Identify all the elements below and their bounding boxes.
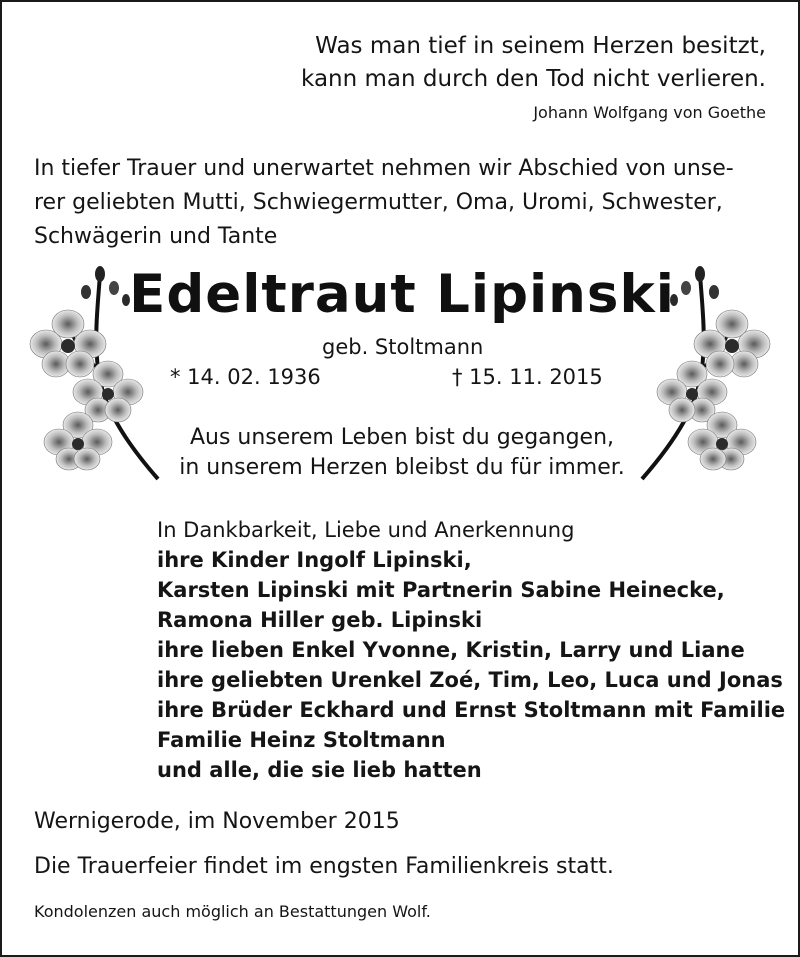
- intro-text: [34, 152, 734, 254]
- birth-date: * 14. 02. 1936: [170, 365, 321, 389]
- mourner-line-2: Karsten Lipinski mit Partnerin Sabine Heinecke,: [157, 578, 725, 602]
- funeral-notice: Die Trauerfeier findet im engsten Familienkreis statt.: [34, 854, 614, 879]
- deceased-name: Edeltraut Lipinski: [129, 264, 675, 325]
- verse-line-2: in unserem Herzen bleibst du für immer.: [179, 455, 625, 480]
- mourner-line-1: ihre Kinder Ingolf Lipinski,: [157, 548, 472, 572]
- memorial-verse: [2, 423, 800, 483]
- intro-line-3: Schwägerin und Tante: [34, 224, 278, 249]
- death-date: † 15. 11. 2015: [452, 365, 603, 389]
- condolences-note: Kondolenzen auch möglich an Bestattungen Wolf.: [34, 902, 431, 921]
- verse-line-1: Aus unserem Leben bist du gegangen,: [189, 425, 615, 450]
- mourner-line-8: und alle, die sie lieb hatten: [157, 758, 482, 782]
- quote-author: Johann Wolfgang von Goethe: [533, 103, 766, 122]
- mourner-line-4: ihre lieben Enkel Yvonne, Kristin, Larry und Liane: [157, 638, 745, 662]
- quote-line-2: kann man durch den Tod nicht verlieren.: [301, 66, 766, 92]
- quote-line-1: Was man tief in seinem Herzen besitzt,: [315, 33, 766, 59]
- mourner-line-6: ihre Brüder Eckhard und Ernst Stoltmann mit Familie: [157, 698, 786, 722]
- mourner-line-3: Ramona Hiller geb. Lipinski: [157, 608, 483, 632]
- intro-line-2: rer geliebten Mutti, Schwiegermutter, Oma, Uromi, Schwester,: [34, 190, 723, 215]
- gratitude-line: In Dankbarkeit, Liebe und Anerkennung: [157, 518, 575, 542]
- intro-line-1: In tiefer Trauer und unerwartet nehmen wir Abschied von unse-: [34, 156, 734, 181]
- mourner-line-7: Familie Heinz Stoltmann: [157, 728, 446, 752]
- place-and-date: Wernigerode, im November 2015: [34, 809, 400, 834]
- mourner-line-5: ihre geliebten Urenkel Zoé, Tim, Leo, Luca und Jonas: [157, 668, 783, 692]
- maiden-name: geb. Stoltmann: [322, 335, 484, 359]
